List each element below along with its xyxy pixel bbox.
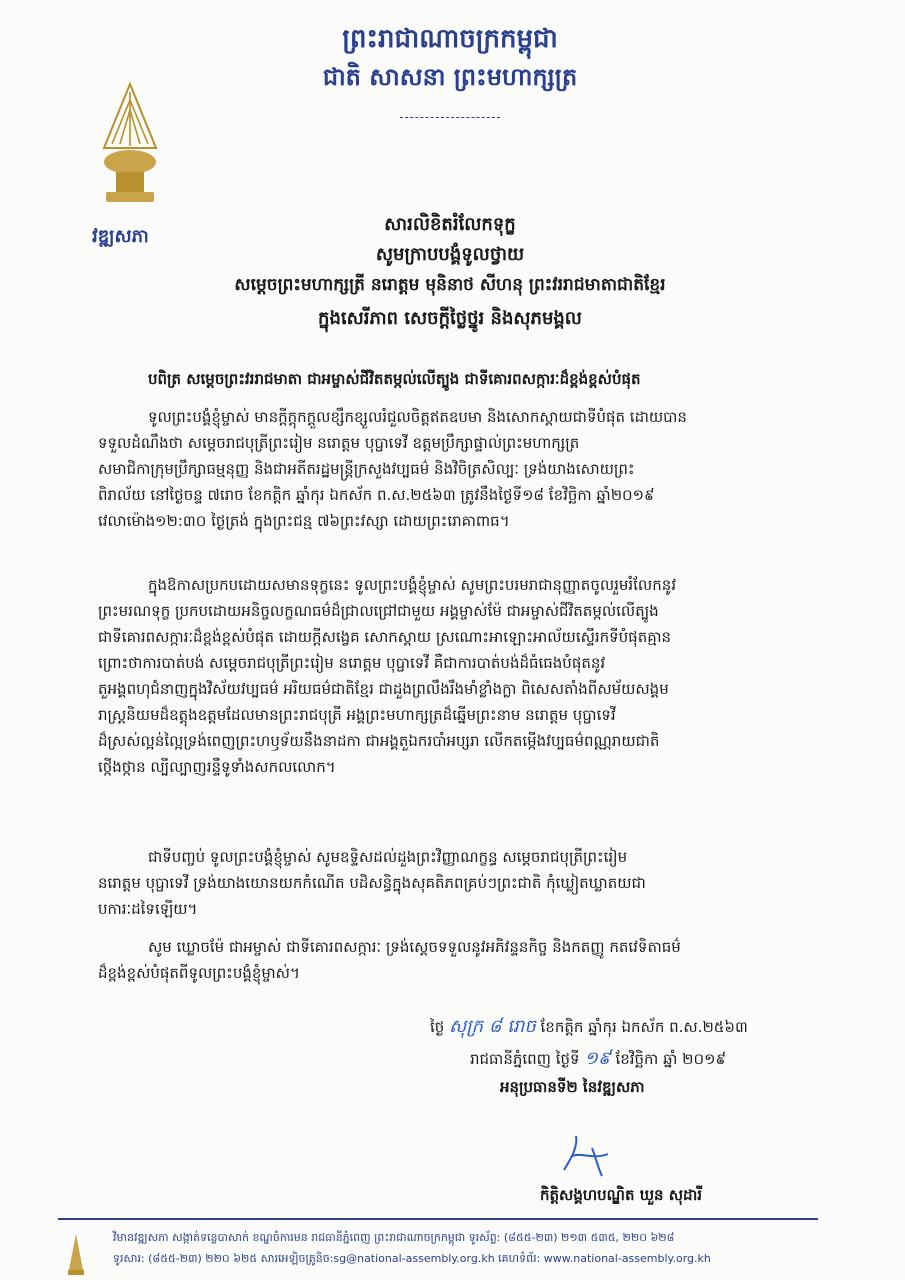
- paragraph-line: ជាទីបញ្ចប់ ទូលព្រះបង្គំខ្ញុំម្ចាស់ សូមឧទ្ទិសដល់ដួងព្រះវិញ្ញាណក្ខន្ធ សម្តេចរាជបុត្រីព្រះរៀម: [148, 848, 628, 866]
- paragraph-line: បការៈដទៃឡើយ។: [98, 900, 198, 918]
- footer-divider: [58, 1218, 818, 1220]
- lunar-date-prefix: ថ្ងៃ: [430, 1018, 445, 1036]
- paragraph-line: ព្រះមរណទុក្ខ ប្រកបដោយអនិច្ចលក្ខណធម៌ដ៏ជ្រាលជ្រៅជាមួយ អង្គម្ចាស់ម៉ែ ជាអម្ចាស់ជីវិតតម្កល់លើត្បូង: [98, 602, 659, 620]
- letter-title: សារលិខិតរំលែកទុក្ខ: [384, 214, 516, 235]
- paragraph-line: ពិរាល័យ នៅថ្ងៃចន្ទ ៧រោច ខែកត្តិក ឆ្នាំកុរ ឯកស័ក ព.ស.២៥៦៣ ត្រូវនឹងថ្ងៃទី១៨ ខែវិច្ឆិកា ឆ្នាំ២០១៩: [98, 486, 655, 504]
- senate-label: វឌ្ឍសភា: [92, 226, 149, 247]
- addressee-name: សម្តេចព្រះមហាក្សត្រី នរោត្តម មុនិនាថ សីហនុ ព្រះវររាជមាតាជាតិខ្មែរ: [234, 275, 666, 295]
- footer-address: វិមានវឌ្ឍសភា សង្កាត់ទន្លេបាសាក់ ខណ្ឌចំការមន រាជធានីភ្នំពេញ ព្រះរាជាណាចក្រកម្ពុជា ទូរស័ព្ទ: (៨៥៥-២៣) ២១៣ ៥៣៥, ២២០ ៦២៨: [113, 1231, 675, 1244]
- paragraph-line: សូម ឃ្លោចម៉ែ ជាអម្ចាស់ ជាទីគោរពសក្ការៈ ទ្រង់ស្តេចទទួលនូវអភិវន្ទនកិច្ច និងកតញ្ញូ កតវេទិតាធម៌: [148, 938, 681, 956]
- footer-contact: ទូរសារ: (៨៥៥-២៣) ២២០ ៦២៥ សារអេឡិចត្រូនិច:sg@national-assembly.org.kh គេហទំព័រ: www.national-assembly.org.kh: [113, 1252, 711, 1265]
- paragraph-line: ទូលព្រះបង្គំខ្ញុំម្ចាស់ មានក្តីក្តុកក្តួលខ្សឹកខ្សួលរំជួលចិត្តឥតឧបមា និងសោកស្តាយជាទីបំផុត ដោយបាន: [148, 408, 687, 426]
- lunar-date-rest: ខែកត្តិក ឆ្នាំកុរ ឯកស័ក ព.ស.២៥៦៣: [540, 1018, 748, 1036]
- position-title: អនុប្រធានទី២ នៃវឌ្ឍសភា: [500, 1078, 645, 1096]
- signatory-name: កិត្តិសង្គហបណ្ឌិត ឃួន សុដារី: [540, 1186, 703, 1204]
- footer-tower-emblem: [66, 1232, 86, 1276]
- national-assembly-emblem: [90, 80, 170, 210]
- solar-date-line: [470, 1046, 726, 1073]
- paragraph-line: នរោត្តម បុប្ផាទេវី ទ្រង់យាងយោនយកកំណើត បដិសន្ធិក្នុងសុគតិភពគ្រប់ៗព្រះជាតិ កុំឃ្លៀតឃ្លាតយជា: [98, 874, 646, 892]
- paragraph-line: ដ៏ស្រស់ល្អន់ល្អៃទ្រង់ពេញព្រះហឫទ័យនឹងនាដកា ជាអង្គតួឯករបាំអប្សរា លើកតម្កើងវប្បធម៌ពណ្ណរាយជាតិ: [98, 732, 660, 750]
- paragraph-line: ថ្កើងថ្កាន ល្បីល្បាញរន្ទឺទូទាំងសកលលោក។: [98, 758, 336, 776]
- paragraph-line: សមាជិកាក្រុមប្រឹក្សាធម្មនុញ្ញ និងជាអតីតរដ្ឋមន្ត្រីក្រសួងវប្បធម៌ និងវិចិត្រសិល្បៈ ទ្រង់យាងសោយព្រះ: [98, 460, 635, 478]
- month-year: ខែវិច្ឆិកា ឆ្នាំ ២០១៩: [615, 1050, 727, 1068]
- city-label: រាជធានីភ្នំពេញ ថ្ងៃទី: [470, 1050, 580, 1068]
- blessing-line: ក្នុងសេរីភាព សេចក្តីថ្លៃថ្នូរ និងសុភមង្គល: [318, 308, 582, 329]
- paragraph-line: ជាទីគោរពសក្ការៈដ៏ខ្ពង់ខ្ពស់បំផុត ដោយក្តីសង្វេគ សោកស្តាយ ស្រណោះអាឡោះអាល័យស្ទើរកទីបំផុតគ្មាន: [98, 628, 672, 646]
- paragraph-line: វេលាម៉ោង១២:៣០ ថ្ងៃត្រង់ ក្នុងព្រះជន្ម ៧៦ព្រះវស្សា ដោយព្រះរោគាពាធ។: [98, 512, 510, 530]
- header-ornament: [400, 117, 500, 120]
- paragraph-line: តួអង្គពហុជំនាញក្នុងវិស័យវប្បធម៌ អរិយធម៌ជាតិខ្មែរ ជាដួងព្រលឹងរឹងមាំខ្លាំងក្លា ពិសេសតាំងពីសម័យសង្គម: [98, 680, 669, 698]
- lunar-date-handwritten: សុក្រ ៨ រោច: [449, 1016, 536, 1037]
- paragraph-line: ក្នុងឱកាសប្រកបដោយសមានទុក្ខនេះ ទូលព្រះបង្គំខ្ញុំម្ចាស់ សូមព្រះបរមរាជានុញ្ញាតចូលរួមរំលែកនូវ: [148, 576, 677, 594]
- address-line: សូមក្រាបបង្គំទូលថ្វាយ: [375, 244, 525, 265]
- paragraph-line: ព្រោះថាការបាត់បង់ សម្តេចរាជបុត្រីព្រះរៀម នរោត្តម បុប្ផាទេវី គឺជាការបាត់បង់ដ៏ធំធេងបំផុតនូវ: [98, 654, 606, 672]
- paragraph-line: ទទួលដំណឹងថា សម្តេចរាជបុត្រីព្រះរៀម នរោត្តម បុប្ផាទេវី ឧត្តមប្រឹក្សាផ្ទាល់ព្រះមហាក្សត្រ: [98, 434, 580, 452]
- kingdom-title: ព្រះរាជាណាចក្រកម្ពុជា: [342, 24, 558, 54]
- day-handwritten: ១៩: [584, 1048, 611, 1069]
- national-motto: ជាតិ សាសនា ព្រះមហាក្សត្រ: [322, 63, 578, 91]
- paragraph-line: ដ៏ខ្ពង់ខ្ពស់បំផុតពីទូលព្រះបង្គំខ្ញុំម្ចាស់។: [98, 964, 300, 982]
- lunar-date-line: [430, 1014, 748, 1041]
- salutation: បពិត្រ សម្តេចព្រះវររាជមាតា ជាអម្ចាស់ជីវិតតម្កល់លើត្បូង ជាទីគោរពសក្ការៈដ៏ខ្ពង់ខ្ពស់បំផុត: [148, 370, 641, 388]
- signature-mark: [562, 1130, 622, 1180]
- paragraph-line: រាស្ត្រនិយមដ៏ឧត្តុងឧត្តមដែលមានព្រះរាជបុត្រី អង្គព្រះមហាក្សត្រដ៏ឆ្នើមព្រះនាម នរោត្តម បុប្ផាទេវី: [98, 706, 616, 724]
